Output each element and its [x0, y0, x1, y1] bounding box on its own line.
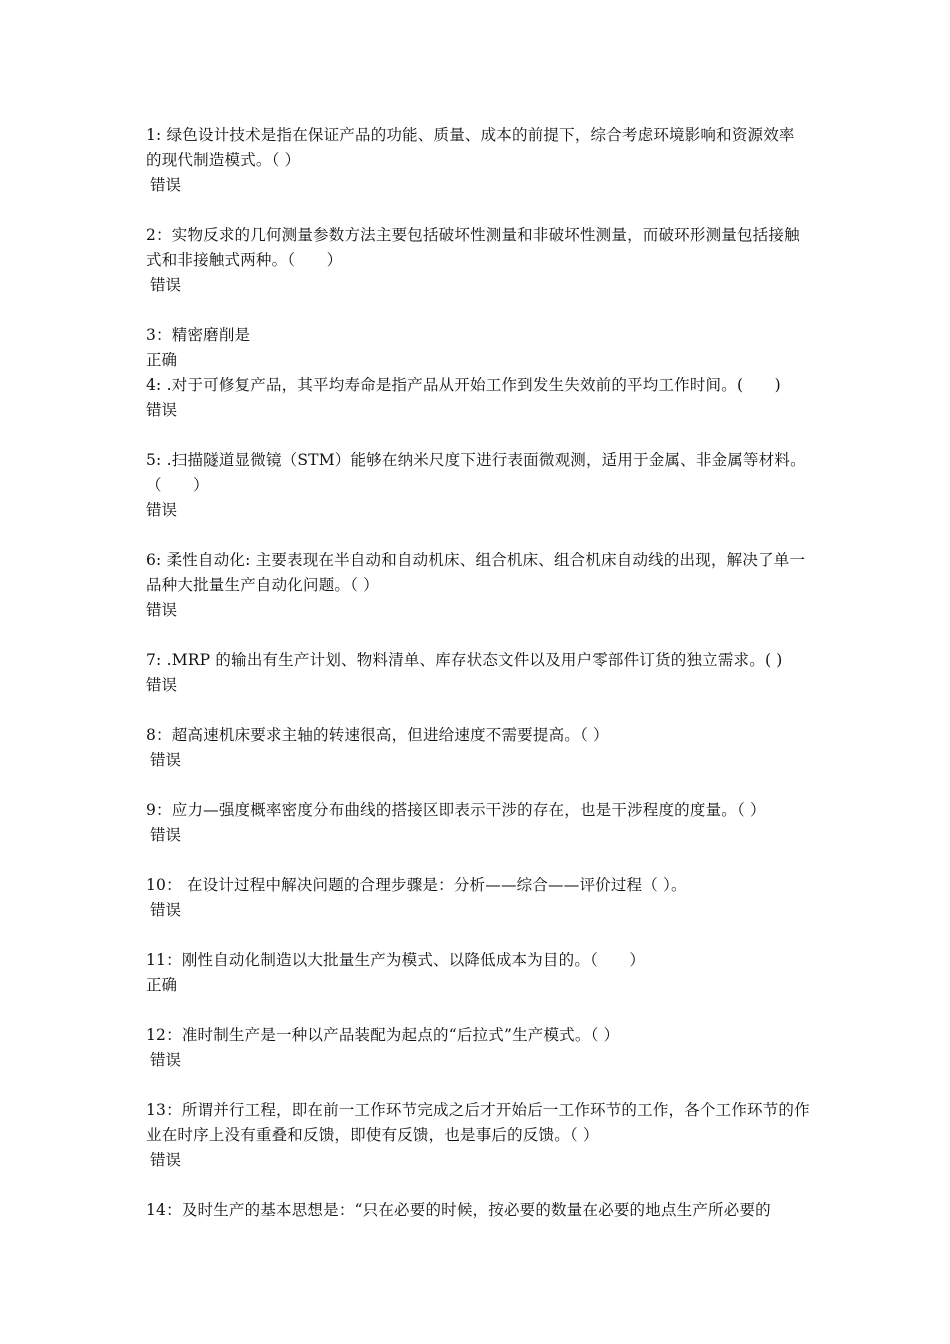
question-text: 4: .对于可修复产品，其平均寿命是指产品从开始工作到发生失效前的平均工作时间。( )	[146, 376, 781, 394]
answer-text: 错误	[150, 826, 182, 844]
answer-text: 错误	[150, 901, 182, 919]
answer-text: 错误	[146, 401, 178, 419]
spacer	[146, 1073, 810, 1098]
answer-text: 错误	[150, 751, 182, 769]
question-text: 6: 柔性自动化: 主要表现在半自动和自动机床、组合机床、组合机床自动线的出现，解决了单一品种大批量生产自动化问题。（ ）	[146, 551, 806, 594]
spacer	[146, 298, 810, 323]
spacer	[146, 1173, 810, 1198]
spacer	[146, 698, 810, 723]
question-text: 11：刚性自动化制造以大批量生产为模式、以降低成本为目的。（ ）	[146, 951, 646, 969]
answer-text: 错误	[150, 176, 182, 194]
spacer	[146, 523, 810, 548]
question-text: 14：及时生产的基本思想是：“只在必要的时候，按必要的数量在必要的地点生产所必要的	[146, 1201, 771, 1219]
question-text: 1: 绿色设计技术是指在保证产品的功能、质量、成本的前提下，综合考虑环境影响和资源效率的现代制造模式。（ ）	[146, 126, 795, 169]
spacer	[146, 998, 810, 1023]
answer-text: 错误	[150, 276, 182, 294]
spacer	[146, 423, 810, 448]
question-list	[146, 123, 810, 1223]
answer-text: 错误	[150, 1051, 182, 1069]
question-text: 8：超高速机床要求主轴的转速很高，但进给速度不需要提高。（ ）	[146, 726, 609, 744]
answer-text: 错误	[150, 1151, 182, 1169]
question-text: 5: .扫描隧道显微镜（STM）能够在纳米尺度下进行表面微观测，适用于金属、非金属等材料。（ ）	[146, 451, 806, 494]
question-text: 7: .MRP 的输出有生产计划、物料清单、库存状态文件以及用户零部件订货的独立需求。( )	[146, 651, 783, 669]
spacer	[146, 623, 810, 648]
answer-text: 错误	[146, 676, 178, 694]
spacer	[146, 923, 810, 948]
spacer	[146, 848, 810, 873]
question-text: 12：准时制生产是一种以产品装配为起点的“后拉式”生产模式。（ ）	[146, 1026, 620, 1044]
answer-text: 错误	[146, 501, 178, 519]
question-text: 10： 在设计过程中解决问题的合理步骤是：分析——综合——评价过程（ ）。	[146, 876, 687, 894]
answer-text: 正确	[146, 351, 178, 369]
question-text: 13：所谓并行工程，即在前一工作环节完成之后才开始后一工作环节的工作，各个工作环节的作业在时序上没有重叠和反馈，即使有反馈，也是事后的反馈。（ ）	[146, 1101, 810, 1144]
question-text: 9：应力—强度概率密度分布曲线的搭接区即表示干涉的存在，也是干涉程度的度量。（ ）	[146, 801, 766, 819]
spacer	[146, 773, 810, 798]
answer-text: 正确	[146, 976, 178, 994]
spacer	[146, 198, 810, 223]
question-text: 2：实物反求的几何测量参数方法主要包括破坏性测量和非破坏性测量，而破环形测量包括接触式和非接触式两种。（ ）	[146, 226, 800, 269]
question-text: 3：精密磨削是	[146, 326, 251, 344]
answer-text: 错误	[146, 601, 178, 619]
